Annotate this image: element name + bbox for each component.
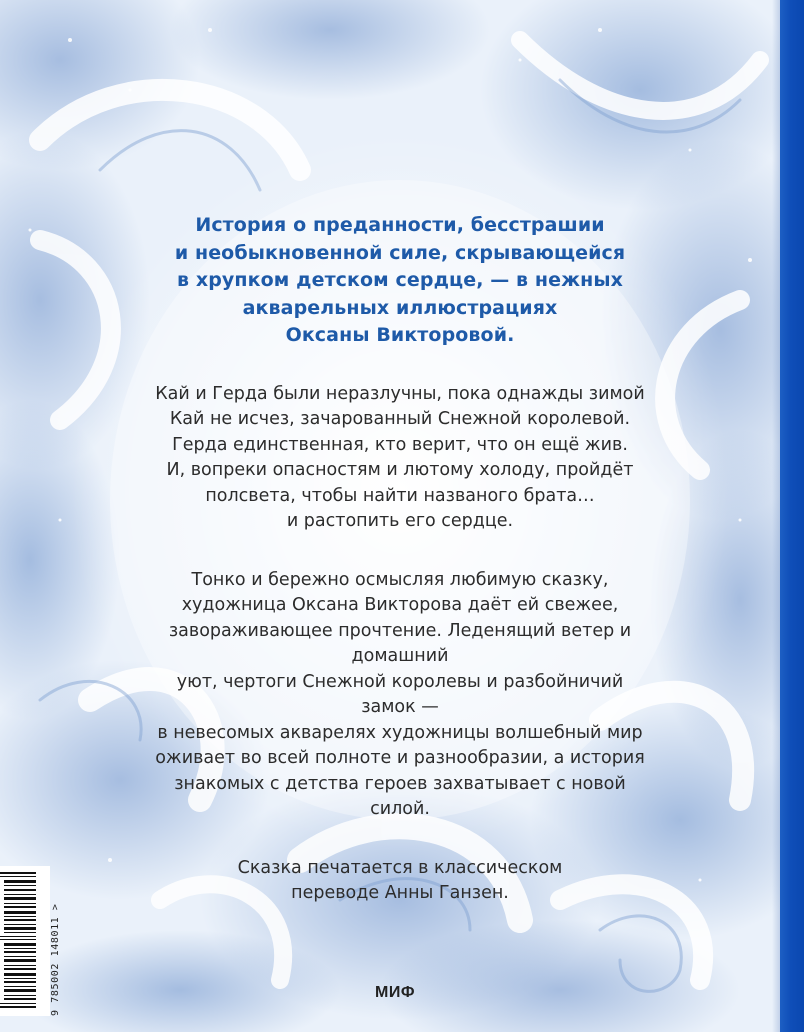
publisher-logo: МИФ bbox=[375, 984, 415, 1001]
illustrator-line: Тонко и бережно осмысляя любимую сказку, bbox=[191, 569, 609, 590]
isbn-digits: 9 785002 148011 > bbox=[50, 903, 61, 1016]
headline-line: Оксаны Викторовой. bbox=[285, 324, 515, 346]
annotation-headline bbox=[150, 212, 650, 350]
illustrator-line: оживает во всей полноте и разнообразии, а история bbox=[155, 748, 645, 768]
synopsis-line: И, вопреки опасностям и лютому холоду, пройдёт bbox=[166, 460, 634, 480]
headline-line: История о преданности, бесстрашии bbox=[195, 214, 605, 236]
illustrator-paragraph bbox=[150, 568, 650, 823]
translation-paragraph bbox=[150, 856, 650, 907]
headline-line: акварельных иллюстрациях bbox=[242, 296, 558, 319]
headline-line: и необыкновенной силе, скрывающейся bbox=[174, 241, 626, 264]
illustrator-line: завораживающее прочтение. Леденящий ветер и домашний bbox=[168, 620, 632, 666]
synopsis-line: Кай и Герда были неразлучны, пока однажды зимой bbox=[155, 383, 645, 404]
translation-line: переводе Анны Ганзен. bbox=[291, 883, 509, 903]
illustrator-line: в невесомых акварелях художницы волшебный мир bbox=[157, 722, 643, 743]
illustrator-line: художница Оксана Викторова даёт ей свежее, bbox=[181, 595, 619, 615]
synopsis-paragraph bbox=[150, 382, 650, 535]
synopsis-line: Герда единственная, кто верит, что он ещё жив. bbox=[172, 434, 628, 455]
illustrator-line: уют, чертоги Снежной королевы и разбойничий замок — bbox=[176, 671, 624, 717]
synopsis-line: Кай не исчез, зачарованный Снежной королевой. bbox=[169, 409, 631, 429]
illustrator-line: знакомых с детства героев захватывает с новой силой. bbox=[174, 773, 626, 819]
cover-text-block bbox=[150, 212, 650, 907]
translation-line: Сказка печатается в классическом bbox=[237, 857, 563, 878]
book-spine-edge bbox=[780, 0, 804, 1032]
headline-line: в хрупком детском сердце, — в нежных bbox=[177, 269, 623, 291]
isbn-barcode bbox=[0, 866, 61, 1016]
synopsis-line: полсвета, чтобы найти названого брата… bbox=[205, 485, 595, 506]
barcode-bars bbox=[0, 866, 36, 1016]
spine-shadow bbox=[772, 0, 780, 1032]
synopsis-line: и растопить его сердце. bbox=[286, 511, 514, 531]
